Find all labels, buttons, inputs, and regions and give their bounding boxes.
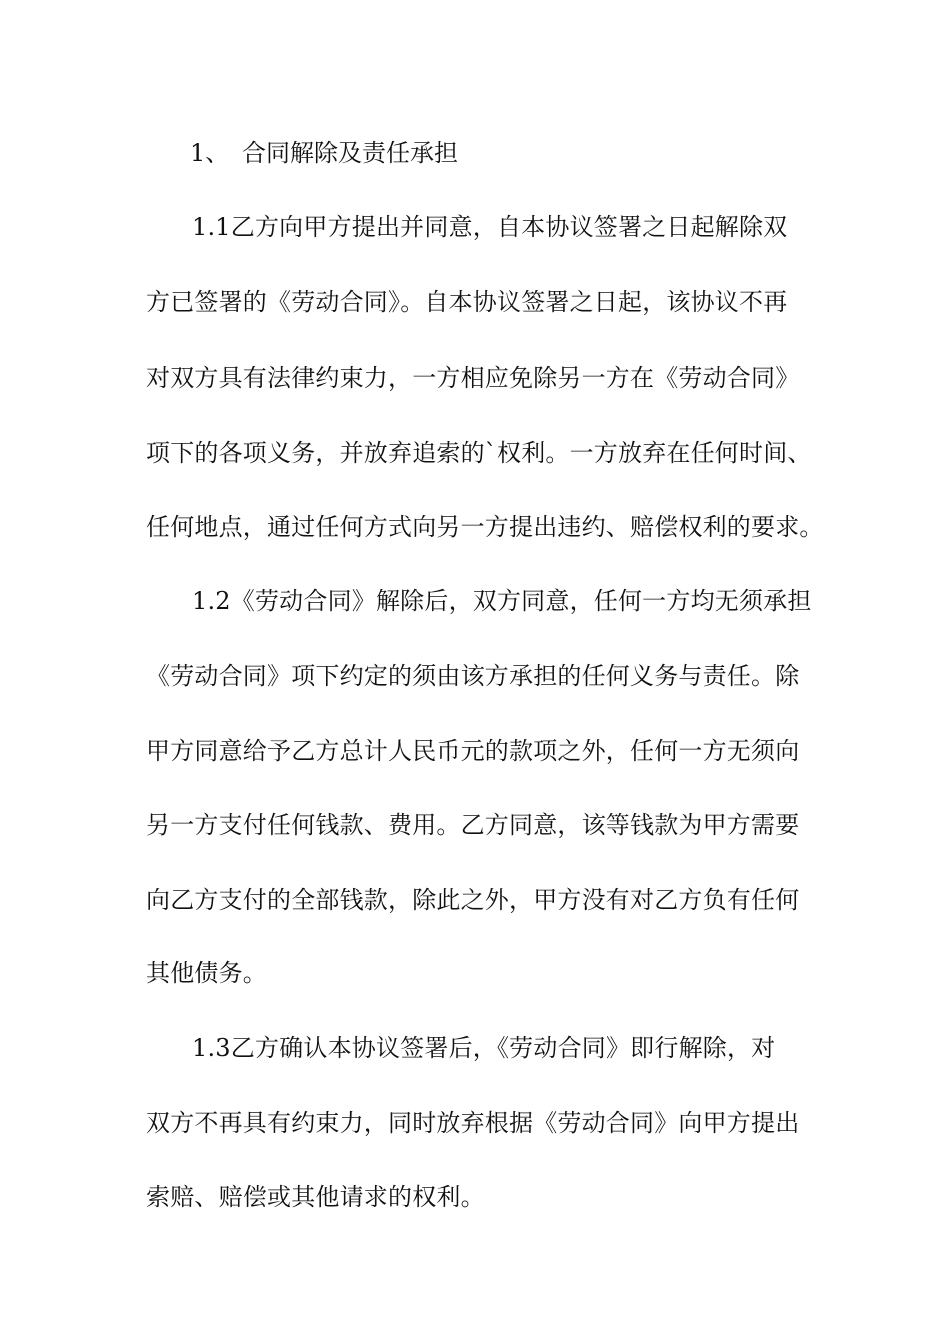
clause-1-2-line-3: 甲方同意给予乙方总计人民币元的款项之外，任何一方无须向 — [146, 737, 800, 765]
clause-1-1-line-1: 1.1乙方向甲方提出并同意，自本协议签署之日起解除双 — [192, 213, 788, 241]
clause-1-2-line-4: 另一方支付任何钱款、费用。乙方同意，该等钱款为甲方需要 — [146, 811, 800, 839]
section-title: 合同解除及责任承担 — [242, 139, 458, 167]
clause-1-3-line-2: 双方不再具有约束力，同时放弃根据《劳动合同》向甲方提出 — [146, 1109, 800, 1137]
clause-1-1-line-3: 对双方具有法律约束力，一方相应免除另一方在《劳动合同》 — [146, 364, 800, 392]
clause-1-2-line-5: 向乙方支付的全部钱款，除此之外，甲方没有对乙方负有任何 — [146, 886, 800, 914]
clause-1-2-line-2: 《劳动合同》项下约定的须由该方承担的任何义务与责任。除 — [146, 662, 800, 690]
section-number: 1、 — [190, 139, 230, 167]
clause-1-1-line-4: 项下的各项义务，并放弃追索的`权利。一方放弃在任何时间、 — [146, 439, 812, 467]
clause-1-1-line-5: 任何地点，通过任何方式向另一方提出违约、赔偿权利的要求。 — [146, 513, 824, 541]
clause-1-3-line-3: 索赔、赔偿或其他请求的权利。 — [146, 1183, 485, 1211]
clause-1-1-line-2: 方已签署的《劳动合同》。自本协议签署之日起，该协议不再 — [146, 288, 788, 316]
clause-1-2-line-1: 1.2《劳动合同》解除后，双方同意，任何一方均无须承担 — [192, 587, 812, 615]
clause-1-2-line-6: 其他债务。 — [146, 959, 267, 987]
clause-1-3-line-1: 1.3乙方确认本协议签署后，《劳动合同》即行解除，对 — [192, 1034, 776, 1062]
